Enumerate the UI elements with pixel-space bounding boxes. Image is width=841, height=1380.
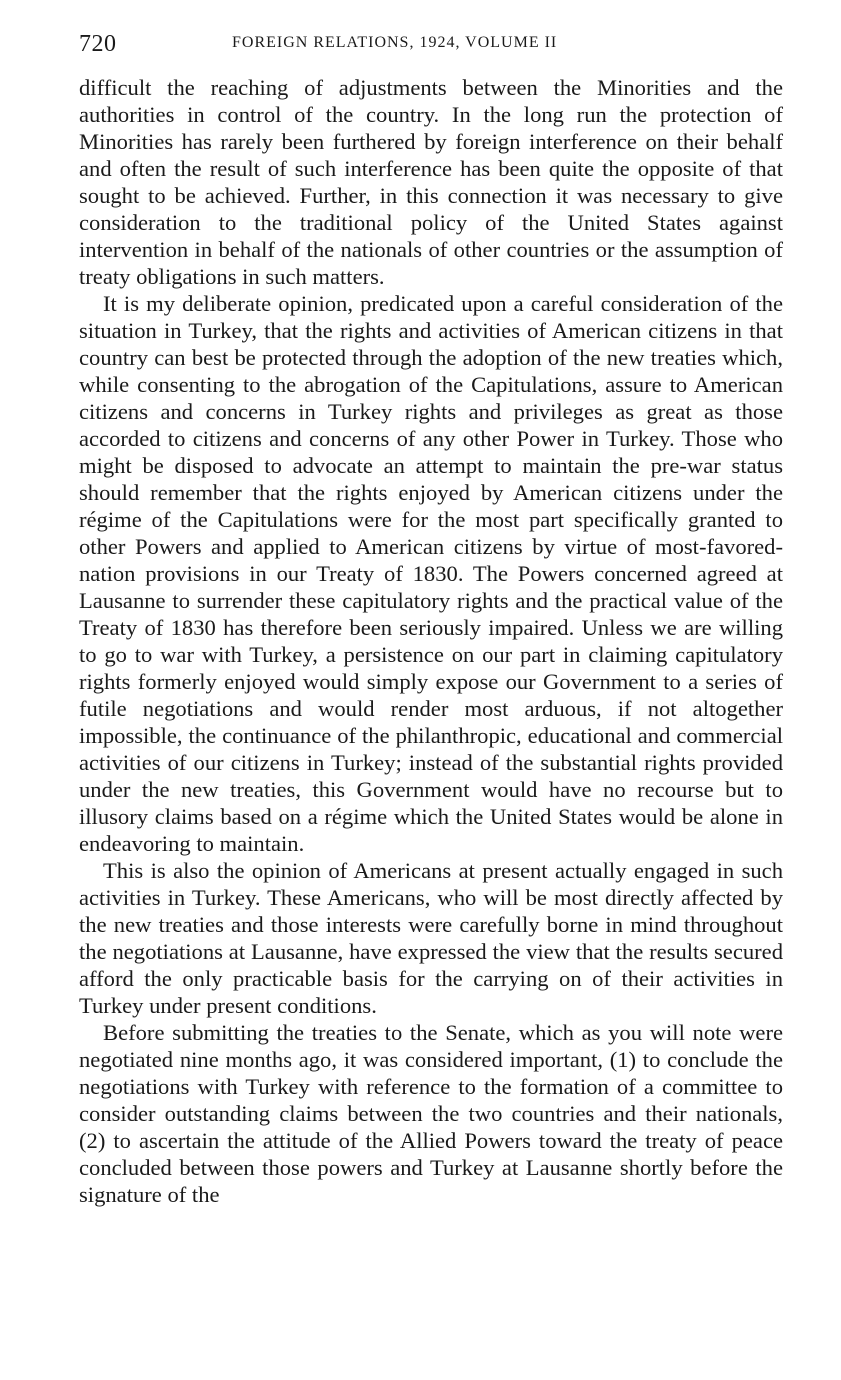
page-number: 720 — [79, 31, 117, 57]
running-head — [79, 30, 783, 62]
body-text — [79, 74, 783, 1208]
document-page — [79, 30, 783, 1208]
paragraph-before-submitting: Before submitting the treaties to the Senate, which as you will note were negotiated nine months ago, it was considered important, (1) to conclude the negotiations with Turkey with reference to the formation of a committee to consider outstanding claims between the two countries and their nationals, (2) to ascertain the attitude of the Allied Powers toward the treaty of peace concluded between those powers and Turkey at Lausanne shortly before the signature of the — [79, 1020, 783, 1207]
paragraph-americans: This is also the opinion of Americans at present actually engaged in such activities in Turkey. These Americans, who will be most directly affected by the new treaties and those interests were carefully borne in mind throughout the negotiations at Lausanne, have expressed the view that the results secured afford the only practicable basis for the carrying on of their activities in Turkey under present conditions. — [79, 858, 783, 1018]
paragraph-continuation: difficult the reaching of adjustments between the Minorities and the authorities in control of the country. In the long run the protection of Minorities has rarely been furthered by foreign interference on their behalf and often the result of such interference has been quite the opposite of that sought to be achieved. Further, in this connection it was necessary to give consideration to the traditional policy of the United States against intervention in behalf of the nationals of other countries or the assumption of treaty obligations in such matters. — [79, 75, 783, 289]
running-title: FOREIGN RELATIONS, 1924, VOLUME II — [232, 34, 558, 51]
paragraph-opinion: It is my deliberate opinion, predicated upon a careful consideration of the situation in Turkey, that the rights and activities of American citizens in that country can best be protected through the adoption of the new treaties which, while consenting to the abrogation of the Capitulations, assure to American citizens and concerns in Turkey rights and privileges as great as those accorded to citizens and concerns of any other Power in Turkey. Those who might be disposed to advocate an attempt to maintain the pre-war status should remember that the rights enjoyed by American citizens under the régime of the Capitulations were for the most part specifically granted to other Powers and applied to American citizens by virtue of most-favored-nation provisions in our Treaty of 1830. The Powers concerned agreed at Lausanne to surrender these capitulatory rights and the practical value of the Treaty of 1830 has therefore been seriously impaired. Unless we are willing to go to war with Turkey, a persistence on our part in claiming capitulatory rights formerly enjoyed would simply expose our Government to a series of futile negotiations and would render most arduous, if not altogether impossible, the continuance of the philanthropic, educational and commercial activities of our citizens in Turkey; instead of the substantial rights provided under the new treaties, this Government would have no recourse but to illusory claims based on a régime which the United States would be alone in endeavoring to maintain. — [79, 291, 783, 856]
